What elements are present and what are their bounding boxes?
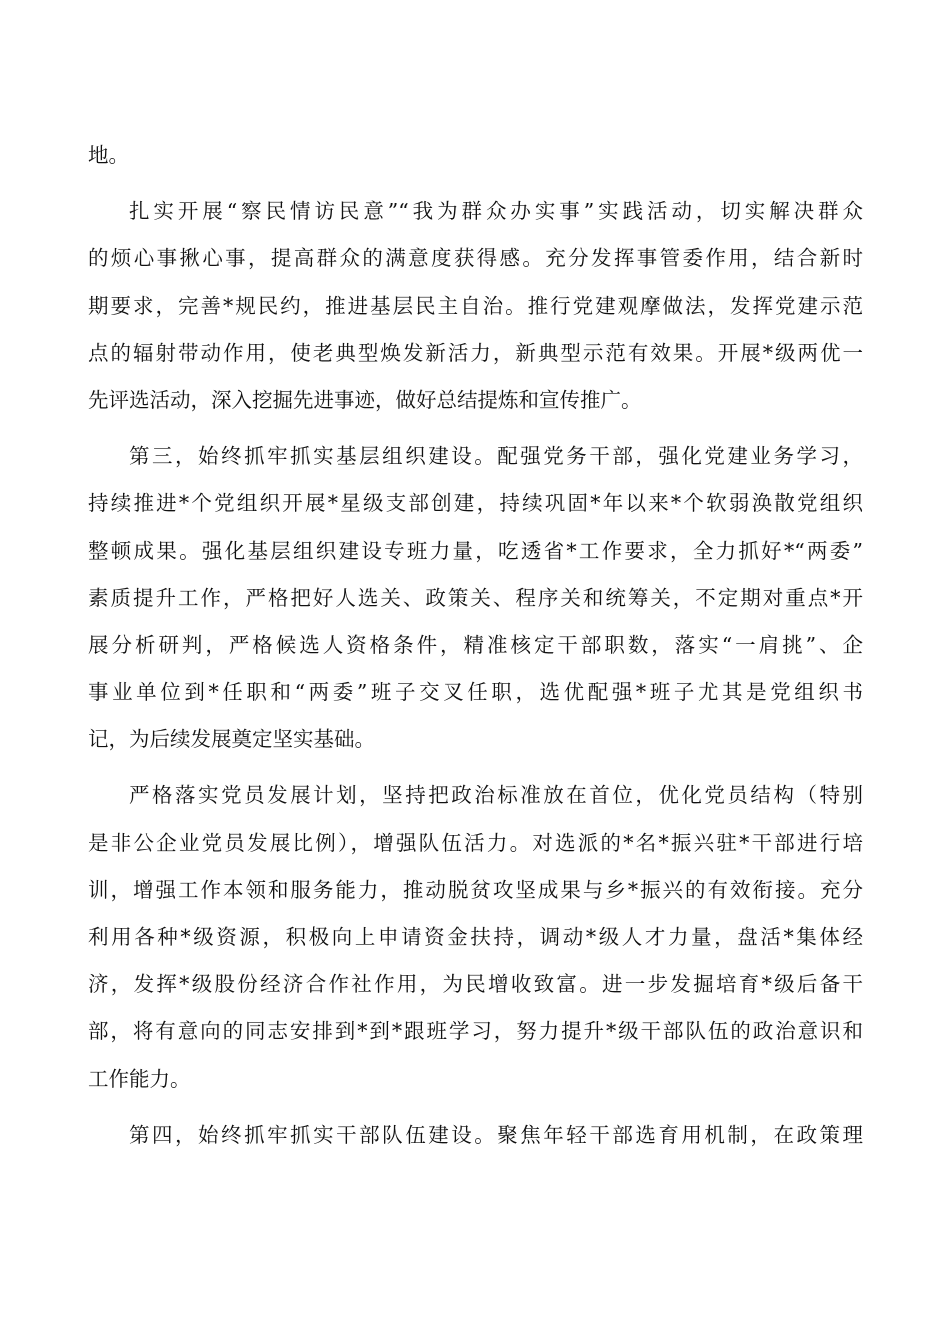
- text-line: 训，增强工作本领和服务能力，推动脱贫攻坚成果与乡*振兴的有效衔接。充分: [88, 877, 863, 902]
- text-line: 部，将有意向的同志安排到*到*跟班学习，努力提升*级干部队伍的政治意识和: [88, 1019, 863, 1044]
- text-line: 严格落实党员发展计划，坚持把政治标准放在首位，优化党员结构（特别: [129, 783, 863, 808]
- text-line: 素质提升工作，严格把好人选关、政策关、程序关和统筹关，不定期对重点*开: [88, 585, 863, 610]
- text-line: 工作能力。: [88, 1066, 191, 1091]
- text-line: 期要求，完善*规民约，推进基层民主自治。推行党建观摩做法，发挥党建示范: [88, 293, 863, 318]
- text-line: 济，发挥*级股份经济合作社作用，为民增收致富。进一步发掘培育*级后备干: [88, 972, 863, 997]
- document-body: [88, 132, 863, 1159]
- paragraph: [88, 188, 863, 424]
- paragraph: [88, 132, 863, 179]
- text-line: 记，为后续发展奠定坚实基础。: [88, 727, 375, 752]
- text-line: 先评选活动，深入挖掘先进事迹，做好总结提炼和宣传推广。: [88, 387, 642, 412]
- text-line: 整顿成果。强化基层组织建设专班力量，吃透省*工作要求，全力抓好*“两委”: [88, 538, 863, 563]
- text-line: 利用各种*级资源，积极向上申请资金扶持，调动*级人才力量，盘活*集体经: [88, 925, 863, 949]
- paragraph: [88, 1112, 863, 1159]
- text-line: 的烦心事揪心事，提高群众的满意度获得感。充分发挥事管委作用，结合新时: [88, 246, 863, 271]
- text-line: 地。: [88, 143, 129, 167]
- paragraph: [88, 433, 863, 763]
- paragraph: [88, 772, 863, 1102]
- text-line: 扎实开展“察民情访民意”“我为群众办实事”实践活动，切实解决群众: [129, 199, 863, 224]
- text-line: 展分析研判，严格候选人资格条件，精准核定干部职数，落实“一肩挑”、企: [88, 632, 863, 657]
- text-line: 持续推进*个党组织开展*星级支部创建，持续巩固*年以来*个软弱涣散党组织: [88, 491, 863, 516]
- text-line: 事业单位到*任职和“两委”班子交叉任职，选优配强*班子尤其是党组织书: [88, 680, 863, 705]
- text-line: 点的辐射带动作用，使老典型焕发新活力，新典型示范有效果。开展*级两优一: [88, 340, 863, 365]
- text-line: 第四，始终抓牢抓实干部队伍建设。聚焦年轻干部选育用机制，在政策理: [129, 1122, 863, 1147]
- text-line: 是非公企业党员发展比例），增强队伍活力。对选派的*名*振兴驻*干部进行培: [88, 830, 863, 855]
- text-line: 第三，始终抓牢抓实基层组织建设。配强党务干部，强化党建业务学习，: [129, 444, 863, 469]
